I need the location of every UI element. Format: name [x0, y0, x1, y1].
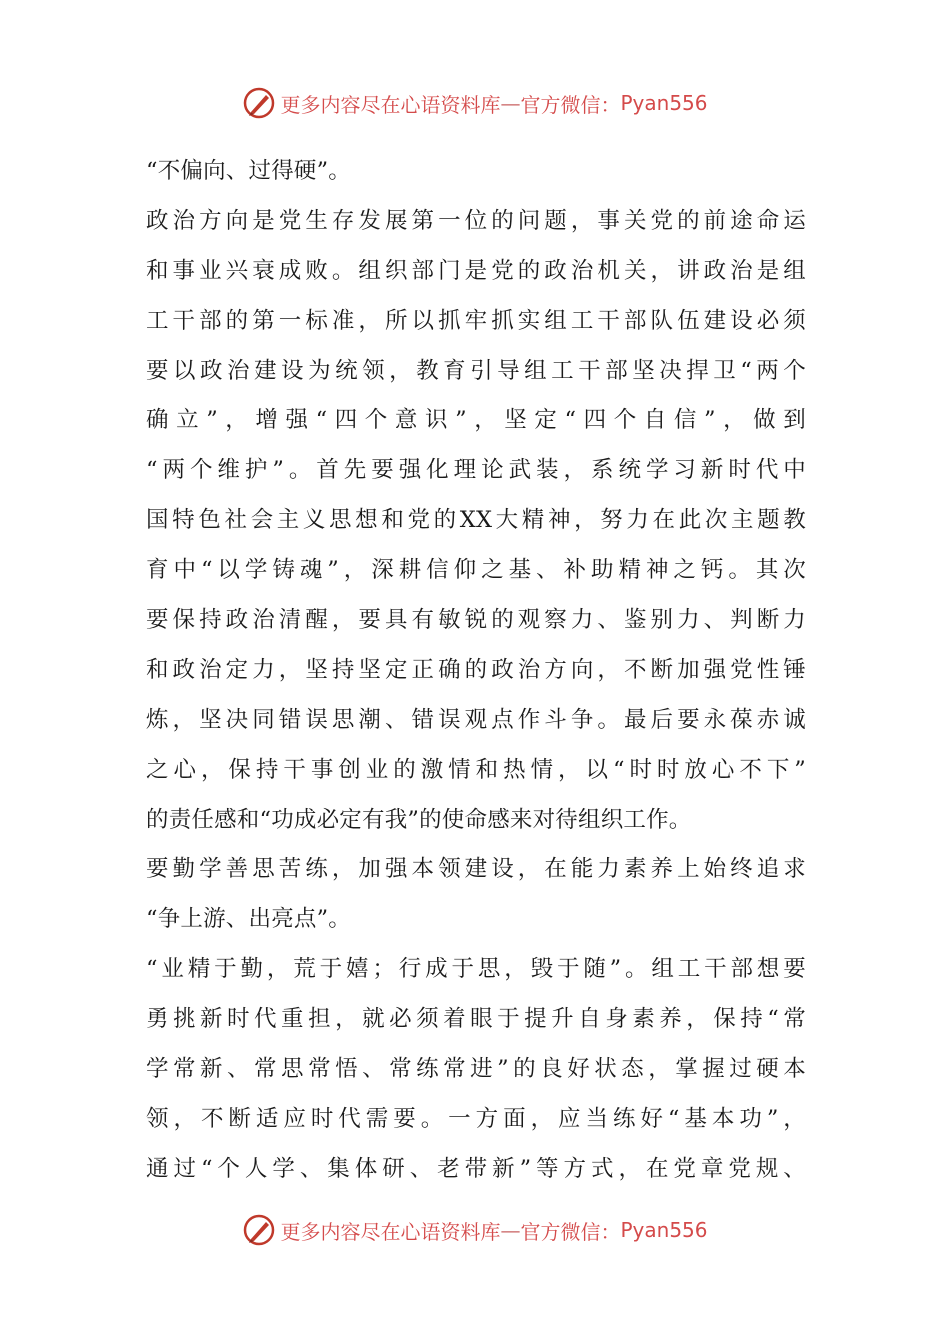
- watermark-dash: —: [500, 1218, 521, 1242]
- watermark-wechat-label: 官方微信：: [520, 92, 621, 117]
- document-body: [146, 147, 806, 1195]
- text-line: 的责任感和“功成必定有我”的使命感来对待组织工作。: [146, 806, 692, 833]
- text-line: “业精于勤，荒于嬉；行成于思，毁于随”。组工干部想要: [146, 956, 806, 983]
- text-line: “不偏向、过得硬”。: [146, 158, 352, 184]
- text-line: 要勤学善思苦练，加强本领建设，在能力素养上始终追求: [146, 856, 806, 883]
- text-line: 工干部的第一标准，所以抓牢抓实组工干部队伍建设必须: [146, 307, 806, 334]
- watermark-dash: —: [500, 91, 521, 115]
- text-line: 和事业兴衰成败。组织部门是党的政治机关，讲政治是组: [146, 257, 806, 284]
- text-line: 和政治定力，坚持坚定正确的政治方向，不断加强党性锤: [146, 656, 806, 683]
- text-line: 要保持政治清醒，要具有敏锐的观察力、鉴别力、判断力: [146, 607, 806, 634]
- header-watermark: [0, 83, 950, 123]
- text-line: 政治方向是党生存发展第一位的问题，事关党的前途命运: [146, 207, 806, 234]
- text-line: 炼，坚决同错误思潮、错误观点作斗争。最后要永葆赤诚: [146, 706, 806, 733]
- text-line: “争上游、出亮点”。: [146, 906, 352, 933]
- watermark-wechat-id: Pyan556: [620, 1218, 708, 1242]
- text-line: 勇挑新时代重担，就必须着眼于提升自身素养，保持“常: [146, 1006, 806, 1033]
- text-line: 要以政治建设为统领，教育引导组工干部坚决捍卫“两个: [146, 357, 806, 384]
- text-line: 领，不断适应时代需要。一方面，应当练好“基本功”，: [146, 1105, 806, 1132]
- text-line: “两个维护”。首先要强化理论武装，系统学习新时代中: [146, 457, 806, 484]
- watermark-wechat-id: Pyan556: [620, 91, 708, 115]
- text-line: 育中“以学铸魂”，深耕信仰之基、补助精神之钙。其次: [146, 557, 806, 584]
- footer-watermark: [0, 1210, 950, 1250]
- text-line: 确立”，增强“四个意识”，坚定“四个自信”，做到: [146, 407, 806, 434]
- pen-logo-icon: [242, 86, 276, 120]
- watermark-text: 更多内容尽在心语资料库: [280, 92, 501, 117]
- text-line: 通过“个人学、集体研、老带新”等方式，在党章党规、: [146, 1155, 806, 1182]
- pen-logo-icon: [242, 1213, 276, 1247]
- text-line: 之心，保持干事创业的激情和热情，以“时时放心不下”: [146, 756, 806, 783]
- text-line: 国特色社会主义思想和党的XX大精神，努力在此次主题教: [146, 507, 806, 534]
- text-line: 学常新、常思常悟、常练常进”的良好状态，掌握过硬本: [146, 1056, 806, 1083]
- watermark-wechat-label: 官方微信：: [520, 1219, 621, 1244]
- watermark-text: 更多内容尽在心语资料库: [280, 1219, 501, 1244]
